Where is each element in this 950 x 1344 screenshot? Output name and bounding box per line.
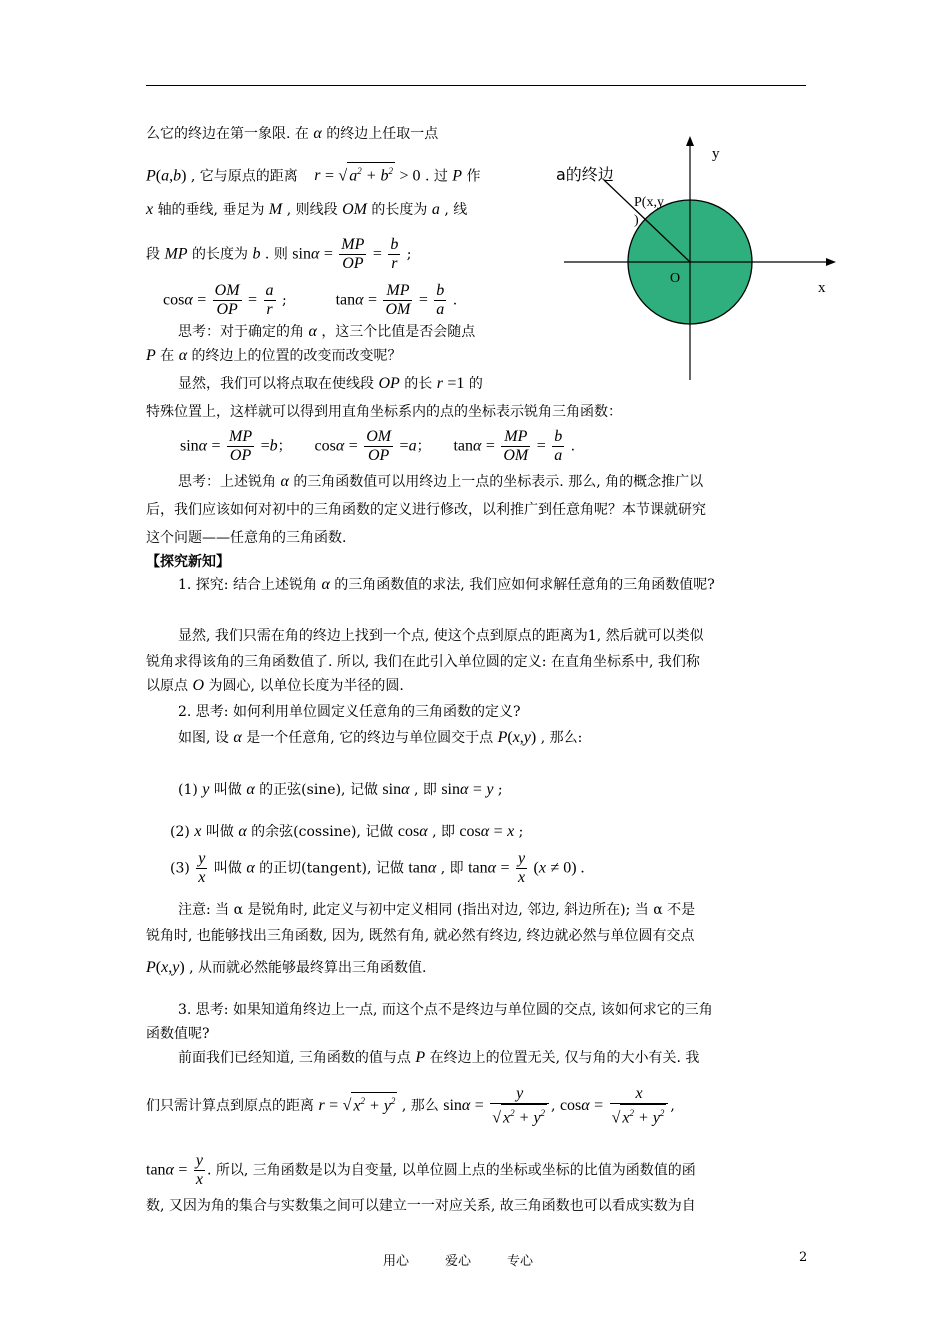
definition-line: (1) y 叫做 α 的正弦(sine), 记做 sinα , 即 sinα = y ;: [178, 781, 503, 798]
text: 么它的终边在第一象限. 在: [146, 126, 309, 142]
text: 为圆心, 以单位长度为半径的圆.: [208, 678, 404, 694]
text: 轴的垂线, 垂足为: [157, 202, 265, 218]
text-line: [178, 702, 520, 722]
text: , 则线段: [286, 202, 338, 218]
text: 的终边上任取一点: [326, 126, 439, 142]
text-line: x 轴的垂线, 垂足为 M , 则线段 OM 的长度为 a , 线: [146, 201, 468, 218]
text: 前面我们已经知道, 三角函数的值与点: [178, 1050, 411, 1066]
text: 在终边上的位置无关, 仅与角的大小有关. 我: [429, 1050, 700, 1066]
text-line: 显然，我们可以将点取在使线段 OP 的长 r =1 的: [178, 375, 483, 392]
text: 后，我们应该如何对初中的三角函数的定义进行修改，以利推广到任意角呢？本节课就研究: [146, 502, 706, 518]
text: , 线: [444, 202, 468, 218]
text: . 则: [264, 246, 288, 263]
text-line: 1. 探究: 结合上述锐角 α 的三角函数值的求法, 我们应如何求解任意角的三角函数值呢?: [178, 576, 715, 593]
text: 注意: 当 α 是锐角时, 此定义与初中定义相同 (指出对边, 邻边, 斜边所在); 当 α 不是: [178, 902, 696, 918]
text-line: 前面我们已经知道, 三角函数的值与点 P 在终边上的位置无关, 仅与角的大小有关. 我: [178, 1049, 700, 1066]
x-axis-label: x: [818, 280, 826, 296]
definition-line: (2) x 叫做 α 的余弦(cossine), 记做 cosα , 即 cosα = x ;: [170, 823, 524, 840]
text: (2): [170, 824, 190, 840]
text: 的正弦(sine), 记做: [259, 782, 378, 798]
text-line: [146, 500, 706, 520]
footer-text: 用心: [383, 1254, 410, 1269]
text: , 那么: [401, 1098, 439, 1114]
text: 如图, 设: [178, 730, 229, 746]
y-axis-label: y: [712, 146, 720, 162]
text-line: P 在 α 的终边上的位置的改变而改变呢？: [146, 347, 402, 364]
text-line: [178, 626, 704, 646]
text-line: 么它的终边在第一象限. 在 α 的终边上任取一点: [146, 125, 439, 142]
text-line: tanα = $\frac{y}{x}$ . 所以, 三角函数是以为自变量, 以单位圆上点的坐标或坐标的比值为函数值的函: [146, 1152, 696, 1188]
text: 显然，我们可以将点取在使线段: [178, 376, 374, 392]
text: 锐角求得该角的三角函数值了. 所以, 我们在此引入单位圆的定义: 在直角坐标系中, 我们称: [146, 654, 700, 670]
text: 们只需计算点到原点的距离: [146, 1098, 314, 1114]
text: 叫做: [205, 824, 234, 840]
origin-label: O: [670, 271, 681, 286]
text-line: P(a,b) , 它与原点的距离 r = √ $a^2 + b^2 > 0$ . 过 P 作: [146, 162, 481, 186]
text: 在: [160, 348, 175, 364]
text: 段: [146, 246, 160, 263]
text: 叫做: [213, 782, 242, 798]
text: 【探究新知】: [146, 554, 230, 570]
text: 函数值呢?: [146, 1026, 210, 1042]
text: 3. 思考: 如果知道角终边上一点, 而这个点不是终边与单位圆的交点, 该如何求它的三角: [178, 1002, 713, 1018]
text: 叫做: [213, 860, 242, 877]
definition-line: (3) $\frac{y}{x}$ 叫做 α 的正切(tangent), 记做 tanα , 即 tanα = $\frac{y}{x}$ (x ≠ 0) .: [170, 850, 585, 886]
text: 是一个任意角, 它的终边与单位圆交于点: [246, 730, 494, 746]
text: 的三角函数值可以用终边上一点的坐标表示. 那么, 角的概念推广以: [293, 474, 704, 490]
formula-line: sinα = $\frac{MP}{OP}$ =b； cosα = $\frac{OM}{OP}$ =a； tanα = $\frac{MP}{OM}$ = $\frac{b}{a}$ .: [180, 428, 576, 464]
header-rule: [146, 85, 806, 86]
text: 2. 思考: 如何利用单位圆定义任意角的三角函数的定义?: [178, 704, 521, 720]
text: 的: [468, 376, 483, 392]
text: ,: [670, 1098, 675, 1114]
text-line: 思考：上述锐角 α 的三角函数值可以用终边上一点的坐标表示. 那么, 角的概念推广以: [178, 473, 704, 490]
formula-line: cosα = $\frac{OM}{OP}$ = $\frac{a}{r}$ ; tanα = $\frac{MP}{OM}$ = $\frac{b}{a}$ .: [163, 282, 458, 318]
text-line: [146, 926, 695, 946]
page-number: 2: [799, 1250, 808, 1265]
text-line: [146, 402, 622, 422]
text-line: [146, 1196, 696, 1216]
text-line: [146, 1024, 210, 1044]
text-line: [178, 1000, 713, 1020]
unit-circle-figure: [550, 128, 850, 398]
text: 显然, 我们只需在角的终边上找到一个点, 使这个点到原点的距离为1, 然后就可以类似: [178, 628, 704, 644]
text-line: [146, 528, 346, 548]
text-line: 以原点 O 为圆心, 以单位长度为半径的圆.: [146, 677, 404, 694]
text: (3): [170, 860, 190, 877]
point-label: P(x,y: [634, 195, 664, 210]
text: , 那么:: [540, 730, 583, 746]
text: 思考：对于确定的角: [178, 324, 304, 340]
text: (1): [178, 782, 198, 798]
text-line: P(x,y) , 从而就必然能够最终算出三角函数值.: [146, 959, 427, 976]
text: 的三角函数值的求法, 我们应如何求解任意角的三角函数值呢?: [334, 577, 715, 593]
text-line: 们只需计算点到原点的距离 r = √ $x^2 + y^2$ , 那么 sinα = $\frac{y}{√ x^2 + y^2}$ , cosα = $\frac{x}{√ x^2 + y^2}$ ,: [146, 1084, 675, 1127]
text: 的长度为: [192, 246, 249, 263]
text: 的长度为: [371, 202, 428, 218]
text: 思考：上述锐角: [178, 474, 276, 490]
text: 的长: [404, 376, 433, 392]
text: ，这三个比值是否会随点: [321, 324, 476, 340]
text: 特殊位置上，这样就可以得到用直角坐标系内的点的坐标表示锐角三角函数：: [146, 404, 622, 420]
text: , 它与原点的距离: [190, 168, 298, 185]
point-label-paren: ): [634, 213, 639, 228]
text-line: [146, 652, 700, 672]
text: 作: [466, 168, 481, 185]
y-axis-arrow: [686, 136, 694, 146]
text: 数, 又因为角的集合与实数集之间可以建立一一对应关系, 故三角函数也可以看成实数为自: [146, 1198, 696, 1214]
text: , 从而就必然能够最终算出三角函数值.: [189, 960, 427, 976]
text: , 即: [413, 782, 437, 798]
x-axis-arrow: [826, 258, 836, 266]
footer-text: 爱心: [445, 1254, 472, 1269]
text: , 即: [440, 860, 464, 877]
text: 的终边上的位置的改变而改变呢？: [191, 348, 402, 364]
terminal-side-label: a的终边: [556, 165, 614, 184]
text-line: 思考：对于确定的角 α ，这三个比值是否会随点: [178, 323, 476, 340]
footer-text: 专心: [507, 1254, 534, 1269]
text-line: [178, 900, 695, 920]
text: . 过: [424, 168, 448, 185]
text: . 所以, 三角函数是以为自变量, 以单位圆上点的坐标或坐标的比值为函数值的函: [207, 1162, 696, 1179]
text: , 即: [432, 824, 455, 840]
text-line: 如图, 设 α 是一个任意角, 它的终边与单位圆交于点 P(x,y) , 那么:: [178, 729, 583, 746]
text: 这个问题——任意角的三角函数.: [146, 530, 347, 546]
section-heading: [146, 552, 230, 572]
text: 1. 探究: 结合上述锐角: [178, 577, 317, 593]
text: ,: [551, 1098, 556, 1114]
text: 的余弦(cossine), 记做: [251, 824, 394, 840]
text: 锐角时, 也能够找出三角函数, 因为, 既然有角, 就必然有终边, 终边就必然与单位圆有交点: [146, 928, 695, 944]
text: 的正切(tangent), 记做: [259, 860, 404, 877]
text-line: 段 MP 的长度为 b . 则 sinα = $\frac{MP}{OP}$ = $\frac{b}{r}$ ;: [146, 236, 412, 272]
text: 以原点: [146, 678, 188, 694]
